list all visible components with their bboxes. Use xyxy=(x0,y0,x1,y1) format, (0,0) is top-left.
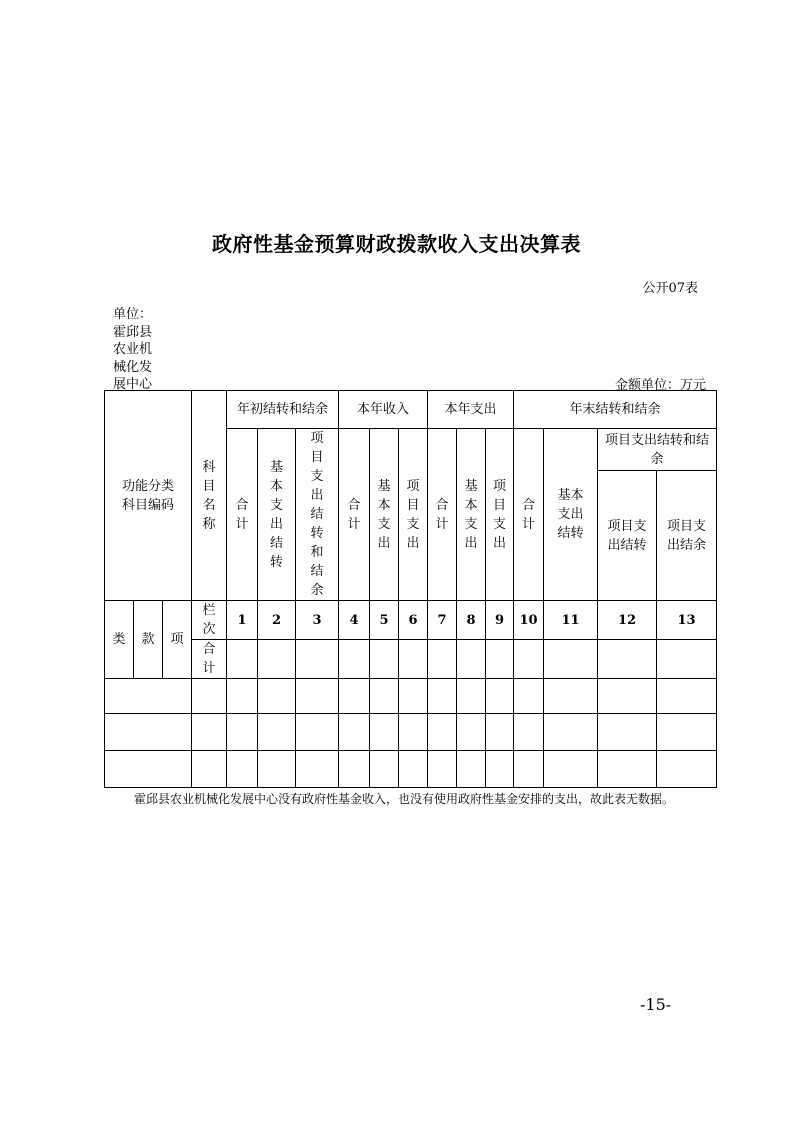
col-basic-carry-4-header xyxy=(544,429,598,601)
table-cell xyxy=(657,714,717,751)
col-project-carry-1-label: 项目支出结转和结余 xyxy=(310,431,324,598)
col-number-13: 13 xyxy=(657,601,717,640)
table-cell xyxy=(457,751,486,788)
col-project-balance-4-label: 项目支出结余 xyxy=(666,518,706,553)
col-number-2: 2 xyxy=(258,601,296,640)
table-cell xyxy=(258,640,296,679)
unit-label: 单位：霍邱县农业机械化发展中心 xyxy=(113,307,153,392)
table-cell xyxy=(457,714,486,751)
table-cell xyxy=(339,714,370,751)
col-basic-carry-1-label: 基本支出结转 xyxy=(269,459,283,570)
table-row xyxy=(105,679,717,714)
col-total-2-header xyxy=(339,429,370,601)
page-title: 政府性基金预算财政拨款收入支出决算表 xyxy=(212,232,581,256)
page-number: -15- xyxy=(640,995,672,1014)
row-total-header xyxy=(192,640,227,679)
opening-group-header xyxy=(227,391,339,429)
table-row xyxy=(105,751,717,788)
income-group-header: 本年收入 xyxy=(339,391,428,429)
table-cell xyxy=(105,714,192,751)
amount-unit-label: 金额单位：万元 xyxy=(614,378,706,393)
col-project-carry-4-header xyxy=(598,471,657,601)
col-number-4: 4 xyxy=(339,601,370,640)
table-cell xyxy=(457,679,486,714)
table-cell xyxy=(227,714,258,751)
col-number-6: 6 xyxy=(399,601,428,640)
col-number-8: 8 xyxy=(457,601,486,640)
table-cell xyxy=(598,751,657,788)
opening-group-label: 年初结转和结余 xyxy=(236,402,328,417)
table-cell xyxy=(544,679,598,714)
table-cell xyxy=(657,679,717,714)
item-header: 项 xyxy=(163,601,192,679)
col-number-10: 10 xyxy=(514,601,544,640)
row-index-header xyxy=(192,601,227,640)
table-cell xyxy=(296,640,339,679)
col-number-3: 3 xyxy=(296,601,339,640)
table-cell xyxy=(657,640,717,679)
table-cell xyxy=(428,640,457,679)
table-cell xyxy=(296,679,339,714)
table-cell xyxy=(428,679,457,714)
col-project-3-label: 项目支出 xyxy=(492,478,506,551)
table-cell xyxy=(544,640,598,679)
row-index xyxy=(105,601,717,640)
table-cell xyxy=(514,751,544,788)
table-cell xyxy=(370,640,399,679)
table-cell xyxy=(514,640,544,679)
col-number-5: 5 xyxy=(370,601,399,640)
expense-group-header: 本年支出 xyxy=(428,391,514,429)
row-total xyxy=(105,640,717,679)
closing-group-header: 年末结转和结余 xyxy=(514,391,717,429)
table-cell xyxy=(544,714,598,751)
form-number: 公开07表 xyxy=(642,281,698,296)
subject-name-label: 科目名称 xyxy=(202,459,216,532)
col-project-2-header xyxy=(399,429,428,601)
project-balance-group-label: 项目支出结转和结余 xyxy=(604,432,709,467)
table-cell xyxy=(296,751,339,788)
table-cell xyxy=(258,751,296,788)
table-cell xyxy=(544,751,598,788)
col-basic-2-header xyxy=(370,429,399,601)
col-basic-3-header xyxy=(457,429,486,601)
table-cell xyxy=(486,679,514,714)
col-project-2-label: 项目支出 xyxy=(406,478,420,551)
subject-name-header xyxy=(192,391,227,601)
header-row-1 xyxy=(105,391,717,429)
col-total-3-header xyxy=(428,429,457,601)
col-number-11: 11 xyxy=(544,601,598,640)
table-cell xyxy=(428,751,457,788)
col-total-4-label: 合计 xyxy=(521,497,535,532)
table-cell xyxy=(339,679,370,714)
table-cell xyxy=(399,751,428,788)
col-project-carry-4-label: 项目支出结转 xyxy=(607,518,647,553)
table-cell xyxy=(598,679,657,714)
col-basic-carry-1-header xyxy=(258,429,296,601)
table-cell xyxy=(428,714,457,751)
table-cell xyxy=(486,714,514,751)
table-cell xyxy=(227,751,258,788)
table-cell xyxy=(598,714,657,751)
project-balance-group-header xyxy=(598,429,717,471)
table-cell xyxy=(192,714,227,751)
table-cell xyxy=(486,640,514,679)
func-code-header xyxy=(105,391,192,601)
col-project-3-header xyxy=(486,429,514,601)
table-cell xyxy=(598,640,657,679)
table-cell xyxy=(258,714,296,751)
table-cell xyxy=(514,679,544,714)
col-basic-2-label: 基本支出 xyxy=(377,478,391,551)
table-cell xyxy=(105,751,192,788)
col-basic-3-label: 基本支出 xyxy=(464,478,478,551)
col-total-1-label: 合计 xyxy=(235,497,249,532)
table-cell xyxy=(370,679,399,714)
table-cell xyxy=(399,714,428,751)
col-basic-carry-4-label: 基本支出结转 xyxy=(557,488,584,541)
func-code-label: 功能分类科目编码 xyxy=(121,478,174,513)
table-cell xyxy=(399,640,428,679)
table-cell xyxy=(105,679,192,714)
col-number-7: 7 xyxy=(428,601,457,640)
row-total-label: 合计 xyxy=(202,642,216,676)
col-project-carry-1-header xyxy=(296,429,339,601)
table-row xyxy=(105,714,717,751)
table-cell xyxy=(339,640,370,679)
table-cell xyxy=(296,714,339,751)
col-total-4-header xyxy=(514,429,544,601)
table-cell xyxy=(514,714,544,751)
col-project-balance-4-header xyxy=(657,471,717,601)
col-total-3-label: 合计 xyxy=(435,497,449,532)
table-cell xyxy=(258,679,296,714)
table-cell xyxy=(370,751,399,788)
budget-table xyxy=(104,390,717,788)
footnote: 霍邱县农业机械化发展中心没有政府性基金收入，也没有使用政府性基金安排的支出，故此表无数据。 xyxy=(134,792,675,806)
col-number-1: 1 xyxy=(227,601,258,640)
table-cell xyxy=(192,751,227,788)
col-number-9: 9 xyxy=(486,601,514,640)
section-header: 款 xyxy=(134,601,163,679)
table-cell xyxy=(457,640,486,679)
col-number-12: 12 xyxy=(598,601,657,640)
row-index-label: 栏次 xyxy=(202,603,216,637)
table-cell xyxy=(370,714,399,751)
table-cell xyxy=(339,751,370,788)
col-total-2-label: 合计 xyxy=(347,497,361,532)
table-cell xyxy=(399,679,428,714)
class-header: 类 xyxy=(105,601,134,679)
table-cell xyxy=(486,751,514,788)
col-total-1-header xyxy=(227,429,258,601)
table-cell xyxy=(227,679,258,714)
table-cell xyxy=(227,640,258,679)
table-cell xyxy=(192,679,227,714)
table-cell xyxy=(657,751,717,788)
